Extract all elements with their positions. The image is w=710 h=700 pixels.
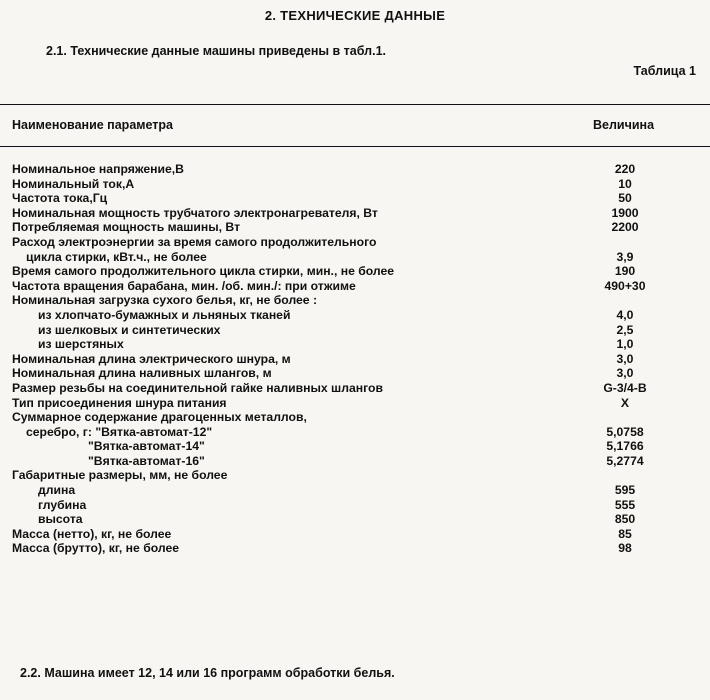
table-row — [0, 439, 710, 454]
value-cell: 98 — [618, 541, 632, 556]
parameter-cell: "Вятка-автомат-16" — [88, 453, 205, 468]
parameter-cell: Габаритные размеры, мм, не более — [12, 468, 228, 483]
value-cell: G-3/4-B — [603, 380, 647, 395]
parameter-cell: из шерстяных — [38, 337, 124, 352]
value-cell: 4,0 — [616, 307, 634, 322]
parameter-cell: Номинальная загрузка сухого белья, кг, не более : — [12, 293, 318, 308]
table-row — [0, 527, 710, 542]
table-row — [0, 279, 710, 294]
parameter-cell: "Вятка-автомат-14" — [88, 439, 205, 454]
parameter-cell: высота — [38, 512, 83, 527]
table-row — [0, 512, 710, 527]
parameter-cell: Номинальное напряжение,В — [12, 162, 184, 176]
value-cell: 595 — [614, 483, 636, 498]
value-cell: 1,0 — [616, 337, 634, 352]
table-row — [0, 162, 710, 177]
table-row — [0, 410, 710, 425]
table-body — [0, 162, 710, 556]
table-row — [0, 264, 710, 279]
parameter-cell: Тип присоединения шнура питания — [12, 395, 227, 410]
value-cell: 5,1766 — [606, 439, 644, 454]
value-cell: 1900 — [611, 205, 639, 220]
table-row — [0, 337, 710, 352]
value-cell: 490+30 — [604, 278, 646, 293]
table-row — [0, 206, 710, 221]
table-row — [0, 323, 710, 338]
table-row — [0, 498, 710, 513]
value-cell: 850 — [614, 512, 636, 527]
table-row — [0, 177, 710, 192]
value-cell: 3,0 — [616, 366, 634, 381]
table-row — [0, 352, 710, 367]
table-row — [0, 250, 710, 265]
table-row — [0, 396, 710, 411]
value-cell: 5,2774 — [606, 453, 644, 468]
table-row — [0, 191, 710, 206]
footer-text: 2.2. Машина имеет 12, 14 или 16 программ обработки белья. — [20, 666, 395, 680]
value-cell: 5,0758 — [606, 424, 644, 439]
table-header-rule — [0, 146, 710, 147]
table-row — [0, 381, 710, 396]
parameter-cell: Номинальная длина наливных шлангов, м — [12, 366, 272, 381]
value-cell: 85 — [618, 526, 632, 541]
parameter-cell: серебро, г: "Вятка-автомат-12" — [26, 424, 213, 439]
parameter-cell: Номинальная мощность трубчатого электронагревателя, Вт — [12, 205, 378, 220]
table-row — [0, 366, 710, 381]
column-header-value: Величина — [593, 118, 655, 132]
parameter-cell: Частота тока,Гц — [12, 191, 108, 206]
table-row — [0, 483, 710, 498]
table-row — [0, 541, 710, 556]
parameter-cell: из хлопчато-бумажных и льняных тканей — [38, 307, 291, 322]
section-title: 2. ТЕХНИЧЕСКИЕ ДАННЫЕ — [264, 8, 446, 23]
value-cell: 50 — [618, 191, 632, 206]
parameter-cell: глубина — [38, 497, 87, 512]
table-label: Таблица 1 — [633, 64, 696, 78]
parameter-cell: длина — [38, 483, 76, 498]
column-header-parameter: Наименование параметра — [12, 118, 174, 132]
parameter-cell: Масса (нетто), кг, не более — [12, 526, 172, 541]
parameter-cell: Размер резьбы на соединительной гайке наливных шлангов — [12, 380, 383, 395]
parameter-cell: Номинальный ток,А — [12, 176, 135, 191]
value-cell: 220 — [614, 162, 636, 176]
table-row — [0, 468, 710, 483]
intro-text: 2.1. Технические данные машины приведены в табл.1. — [46, 44, 386, 58]
parameter-cell: Номинальная длина электрического шнура, м — [12, 351, 291, 366]
table-row — [0, 293, 710, 308]
table-top-rule — [0, 104, 710, 105]
parameter-cell: Потребляемая мощность машины, Вт — [12, 220, 241, 235]
value-cell: 190 — [614, 264, 636, 279]
table-row — [0, 454, 710, 469]
table-row — [0, 220, 710, 235]
table-row — [0, 235, 710, 250]
value-cell: 2200 — [611, 220, 639, 235]
value-cell: 3,9 — [616, 249, 634, 264]
parameter-cell: Частота вращения барабана, мин. /об. мин./: при отжиме — [12, 278, 356, 293]
parameter-cell: Масса (брутто), кг, не более — [12, 541, 180, 556]
parameter-cell: цикла стирки, кВт.ч., не более — [26, 249, 207, 264]
parameter-cell: Суммарное содержание драгоценных металлов, — [12, 410, 307, 425]
parameter-cell: Время самого продолжительного цикла стирки, мин., не более — [12, 264, 395, 279]
value-cell: 3,0 — [616, 351, 634, 366]
value-cell: 2,5 — [616, 322, 634, 337]
table-row — [0, 425, 710, 440]
value-cell: X — [620, 395, 630, 410]
value-cell: 555 — [614, 497, 636, 512]
parameter-cell: Расход электроэнергии за время самого продолжительного — [12, 234, 377, 249]
parameter-cell: из шелковых и синтетических — [38, 322, 221, 337]
value-cell: 10 — [618, 176, 632, 191]
table-row — [0, 308, 710, 323]
